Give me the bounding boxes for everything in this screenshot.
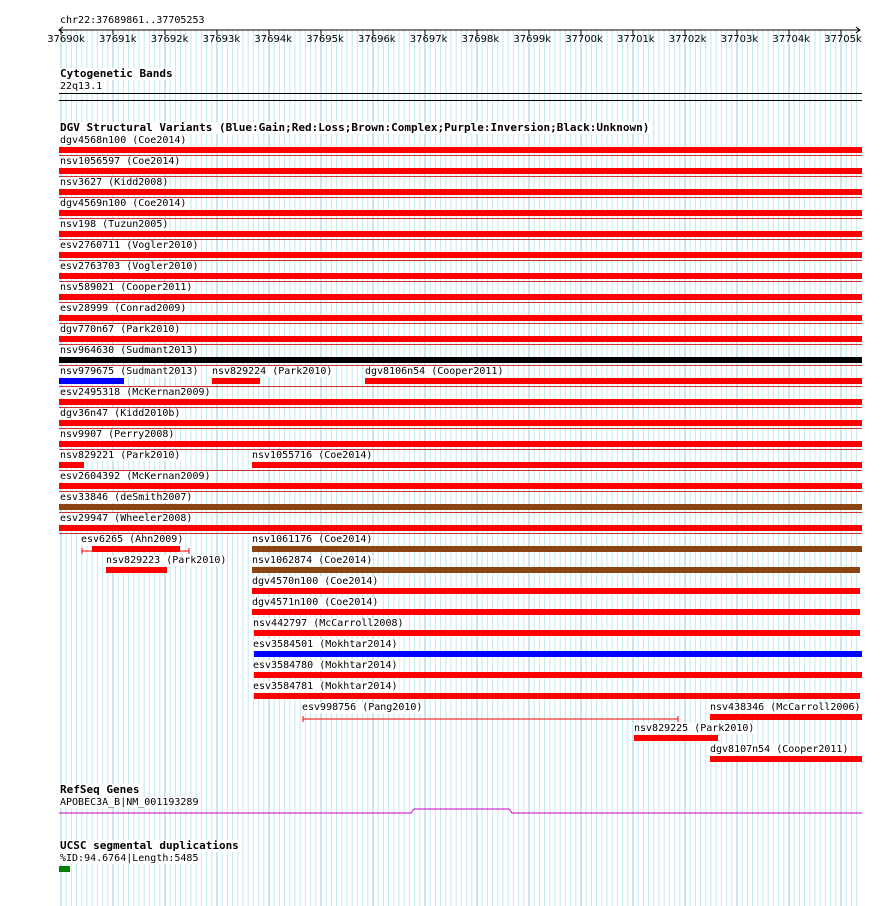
segdup-feature[interactable] [59, 866, 70, 872]
variant-bar-esv2604392[interactable] [59, 483, 862, 489]
ruler-tick-label: 37695k [306, 34, 344, 45]
ruler-tick-label: 37705k [824, 34, 862, 45]
refseq-track-title: RefSeq Genes [60, 783, 140, 796]
variant-bar-esv998756[interactable] [302, 715, 679, 723]
variant-label-nsv829224[interactable]: nsv829224 (Park2010) [212, 366, 333, 377]
ruler-tick-label: 37697k [409, 34, 448, 45]
variant-label-nsv829221[interactable]: nsv829221 (Park2010) [60, 450, 181, 461]
variant-label-dgv770n67[interactable]: dgv770n67 (Park2010) [60, 324, 181, 335]
ruler-tick-label: 37698k [461, 34, 500, 45]
variant-bar-nsv1055716[interactable] [252, 462, 862, 468]
variant-bar-nsv438346[interactable] [710, 714, 862, 720]
variant-label-nsv3627[interactable]: nsv3627 (Kidd2008) [60, 177, 169, 188]
variant-label-dgv4569n100[interactable]: dgv4569n100 (Coe2014) [60, 198, 187, 209]
ruler-tick-label: 37703k [720, 34, 759, 45]
segdup-info-label: %ID:94.6764|Length:5485 [60, 853, 199, 864]
variant-label-esv2604392[interactable]: esv2604392 (McKernan2009) [60, 471, 211, 482]
variant-bar-nsv979675[interactable] [59, 378, 124, 384]
variant-bar-dgv4568n100[interactable] [59, 147, 862, 153]
variant-bar-dgv4570n100[interactable] [252, 588, 860, 594]
variant-bar-nsv442797[interactable] [254, 630, 860, 636]
variant-label-dgv8106n54[interactable]: dgv8106n54 (Cooper2011) [365, 366, 504, 377]
variant-bar-nsv829224[interactable] [212, 378, 260, 384]
variant-label-dgv4570n100[interactable]: dgv4570n100 (Coe2014) [252, 576, 379, 587]
variant-bar-esv33846[interactable] [59, 504, 862, 510]
ruler-tick-label: 37700k [565, 34, 603, 45]
cytoband-track-title: Cytogenetic Bands [60, 67, 173, 80]
variant-label-esv3584781[interactable]: esv3584781 (Mokhtar2014) [253, 681, 398, 692]
variant-label-nsv829225[interactable]: nsv829225 (Park2010) [634, 723, 755, 734]
variant-label-nsv829223[interactable]: nsv829223 (Park2010) [106, 555, 227, 566]
variant-bar-esv2495318[interactable] [59, 399, 862, 405]
variant-label-dgv36n47[interactable]: dgv36n47 (Kidd2010b) [60, 408, 181, 419]
variant-label-nsv964630[interactable]: nsv964630 (Sudmant2013) [60, 345, 199, 356]
variant-bar-nsv829223[interactable] [106, 567, 167, 573]
refseq-gene-label[interactable]: APOBEC3A_B|NM_001193289 [60, 797, 199, 808]
variant-bar-nsv829221[interactable] [59, 462, 84, 468]
variant-label-dgv4571n100[interactable]: dgv4571n100 (Coe2014) [252, 597, 379, 608]
variant-bar-esv3584781[interactable] [254, 693, 860, 699]
variant-label-nsv1056597[interactable]: nsv1056597 (Coe2014) [60, 156, 181, 167]
segdup-track-title: UCSC segmental duplications [60, 839, 239, 852]
region-label: chr22:37689861..37705253 [60, 15, 205, 26]
cytoband-lower-rule [59, 100, 862, 101]
variant-bar-dgv4569n100[interactable] [59, 210, 862, 216]
ruler-tick-label: 37696k [357, 34, 396, 45]
dgv-track-title: DGV Structural Variants (Blue:Gain;Red:Loss;Brown:Complex;Purple:Inversion;Black:Unknown) [60, 121, 650, 134]
row-separator [59, 176, 862, 177]
variant-label-esv33846[interactable]: esv33846 (deSmith2007) [60, 492, 193, 503]
variant-bar-nsv3627[interactable] [59, 189, 862, 195]
variant-label-nsv442797[interactable]: nsv442797 (McCarroll2008) [253, 618, 404, 629]
variant-bar-dgv8107n54[interactable] [710, 756, 862, 762]
ruler-tick-label: 37699k [513, 34, 551, 45]
variant-bar-nsv1056597[interactable] [59, 168, 862, 174]
variant-bar-dgv8106n54[interactable] [365, 378, 862, 384]
ruler-tick-label: 37704k [772, 34, 810, 45]
variant-label-nsv589021[interactable]: nsv589021 (Cooper2011) [60, 282, 193, 293]
row-separator [59, 218, 862, 219]
variant-label-esv2495318[interactable]: esv2495318 (McKernan2009) [60, 387, 211, 398]
refseq-gene-line [59, 809, 862, 813]
variant-bar-nsv829225[interactable] [634, 735, 718, 741]
variant-label-nsv1061176[interactable]: nsv1061176 (Coe2014) [252, 534, 373, 545]
ruler-tick-label: 37701k [616, 34, 655, 45]
variant-label-esv2760711[interactable]: esv2760711 (Vogler2010) [60, 240, 199, 251]
variant-bar-esv6265[interactable] [92, 546, 180, 552]
variant-label-nsv979675[interactable]: nsv979675 (Sudmant2013) [60, 366, 199, 377]
variant-bar-nsv964630[interactable] [59, 357, 862, 363]
variant-label-esv998756[interactable]: esv998756 (Pang2010) [302, 702, 423, 713]
ruler-tick-label: 37691k [98, 34, 137, 45]
variant-label-esv3584501[interactable]: esv3584501 (Mokhtar2014) [253, 639, 398, 650]
variant-label-esv28999[interactable]: esv28999 (Conrad2009) [60, 303, 187, 314]
variant-label-esv3584780[interactable]: esv3584780 (Mokhtar2014) [253, 660, 398, 671]
cytoband-upper-rule [59, 93, 862, 94]
variant-bar-esv3584780[interactable] [254, 672, 862, 678]
row-separator [59, 428, 862, 429]
variant-label-esv29947[interactable]: esv29947 (Wheeler2008) [60, 513, 193, 524]
variant-bar-esv3584501[interactable] [254, 651, 862, 657]
variant-bar-esv2763703[interactable] [59, 273, 862, 279]
variant-label-dgv8107n54[interactable]: dgv8107n54 (Cooper2011) [710, 744, 849, 755]
variant-bar-nsv589021[interactable] [59, 294, 862, 300]
variant-bar-nsv1062874[interactable] [252, 567, 860, 573]
ruler-tick-label: 37702k [668, 34, 707, 45]
ruler-tick-label: 37692k [150, 34, 189, 45]
ruler-tick-label: 37694k [254, 34, 292, 45]
variant-label-nsv1055716[interactable]: nsv1055716 (Coe2014) [252, 450, 373, 461]
variant-bar-esv2760711[interactable] [59, 252, 862, 258]
variant-bar-dgv770n67[interactable] [59, 336, 862, 342]
variant-label-esv6265[interactable]: esv6265 (Ahn2009) [81, 534, 184, 545]
variant-label-nsv198[interactable]: nsv198 (Tuzun2005) [60, 219, 169, 230]
variant-label-nsv9907[interactable]: nsv9907 (Perry2008) [60, 429, 175, 440]
variant-bar-nsv9907[interactable] [59, 441, 862, 447]
variant-bar-nsv1061176[interactable] [252, 546, 862, 552]
variant-bar-esv29947[interactable] [59, 525, 862, 531]
cytoband-label: 22q13.1 [60, 81, 103, 92]
variant-label-nsv438346[interactable]: nsv438346 (McCarroll2006) [710, 702, 861, 713]
variant-bar-esv28999[interactable] [59, 315, 862, 321]
variant-bar-dgv4571n100[interactable] [252, 609, 860, 615]
variant-label-esv2763703[interactable]: esv2763703 (Vogler2010) [60, 261, 199, 272]
ruler-tick-label: 37693k [202, 34, 241, 45]
refseq-gene-feature[interactable] [59, 806, 862, 816]
variant-bar-dgv36n47[interactable] [59, 420, 862, 426]
ruler-tick-label: 37690k [47, 34, 85, 45]
variant-label-dgv4568n100[interactable]: dgv4568n100 (Coe2014) [60, 135, 187, 146]
variant-bar-nsv198[interactable] [59, 231, 862, 237]
variant-label-nsv1062874[interactable]: nsv1062874 (Coe2014) [252, 555, 373, 566]
